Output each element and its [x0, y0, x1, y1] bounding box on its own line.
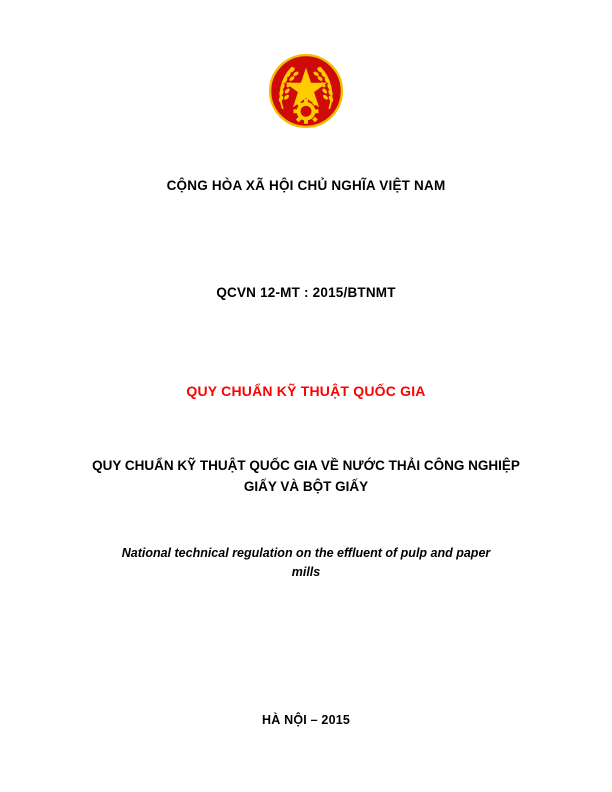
standard-code: QCVN 12-MT : 2015/BTNMT: [216, 285, 396, 300]
country-name: CỘNG HÒA XÃ HỘI CHỦ NGHĨA VIỆT NAM: [166, 178, 446, 193]
red-heading: QUY CHUẨN KỸ THUẬT QUỐC GIA: [186, 383, 426, 399]
vietnam-national-emblem-icon: [267, 52, 345, 130]
page-title: QUY CHUẨN KỸ THUẬT QUỐC GIA VỀ NƯỚC THẢI CÔNG NGHIỆP GIẤY VÀ BỘT GIẤY: [92, 458, 520, 494]
emblem-container: [60, 0, 552, 130]
place-and-year: HÀ NỘI – 2015: [261, 713, 351, 727]
english-subtitle: National technical regulation on the effluent of pulp and paper mills: [121, 545, 491, 580]
